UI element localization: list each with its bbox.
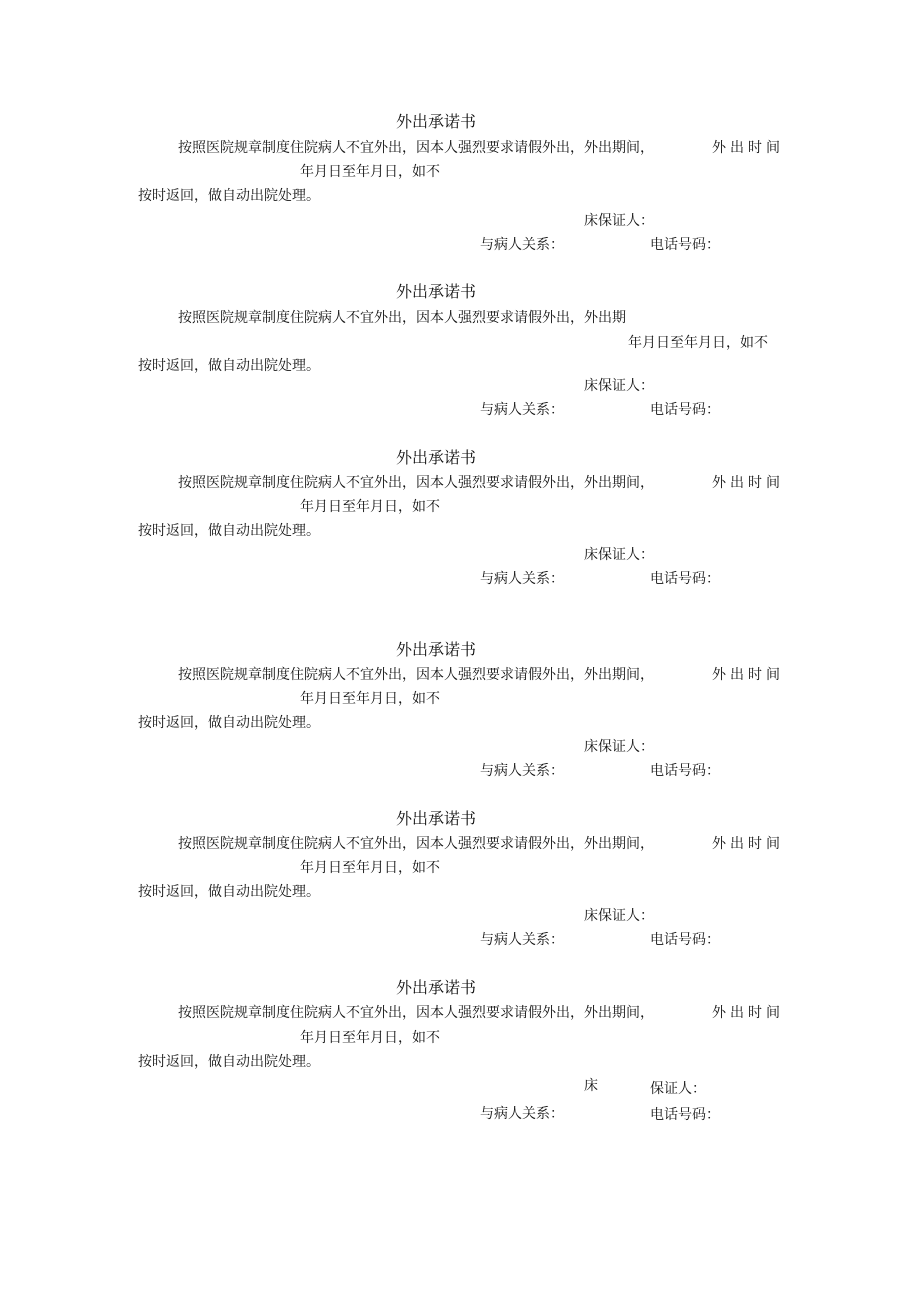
guarantor-label: 保证人：	[598, 739, 654, 755]
relation-label: 与病人关系：	[480, 402, 564, 418]
body-line-1: 按照医院规章制度住院病人不宜外出，因本人强烈要求请假外出，外出期	[178, 310, 626, 326]
body-line-3: 按时返回，做自动出院处理。	[138, 715, 320, 731]
bed-label: 床	[584, 908, 598, 924]
body-line-2: 年月日至年月日，如不	[300, 1030, 440, 1046]
body-line-2: 年月日至年月日，如不	[300, 164, 440, 180]
guarantor-label: 保证人：	[650, 1081, 706, 1097]
body-line-3: 按时返回，做自动出院处理。	[138, 358, 320, 374]
body-line-1: 按照医院规章制度住院病人不宜外出，因本人强烈要求请假外出，外出期间，	[178, 836, 654, 852]
form-title: 外出承诺书	[396, 448, 477, 467]
form-title: 外出承诺书	[396, 282, 477, 301]
relation-label: 与病人关系：	[480, 237, 564, 253]
form-title: 外出承诺书	[396, 112, 477, 131]
body-line-1-tail: 外出时间	[712, 1005, 784, 1021]
phone-label: 电话号码：	[650, 1107, 720, 1123]
bed-label: 床	[584, 378, 598, 394]
body-line-1: 按照医院规章制度住院病人不宜外出，因本人强烈要求请假外出，外出期间，	[178, 1005, 654, 1021]
body-line-1-tail: 外出时间	[712, 667, 784, 683]
body-line-3: 按时返回，做自动出院处理。	[138, 884, 320, 900]
bed-label: 床	[584, 739, 598, 755]
body-line-1: 按照医院规章制度住院病人不宜外出，因本人强烈要求请假外出，外出期间，	[178, 140, 654, 156]
body-line-1-tail: 外出时间	[712, 140, 784, 156]
phone-label: 电话号码：	[650, 402, 720, 418]
body-line-1-tail: 外出时间	[712, 836, 784, 852]
body-line-3: 按时返回，做自动出院处理。	[138, 523, 320, 539]
relation-label: 与病人关系：	[480, 763, 564, 779]
body-line-2: 年月日至年月日，如不	[628, 335, 768, 351]
relation-label: 与病人关系：	[480, 571, 564, 587]
bed-label: 床	[584, 547, 598, 563]
form-title: 外出承诺书	[396, 640, 477, 659]
body-line-3: 按时返回，做自动出院处理。	[138, 1054, 320, 1070]
phone-label: 电话号码：	[650, 571, 720, 587]
relation-label: 与病人关系：	[480, 1106, 564, 1122]
relation-label: 与病人关系：	[480, 932, 564, 948]
phone-label: 电话号码：	[650, 763, 720, 779]
body-line-2: 年月日至年月日，如不	[300, 860, 440, 876]
body-line-1: 按照医院规章制度住院病人不宜外出，因本人强烈要求请假外出，外出期间，	[178, 667, 654, 683]
body-line-2: 年月日至年月日，如不	[300, 691, 440, 707]
body-line-3: 按时返回，做自动出院处理。	[138, 188, 320, 204]
body-line-1: 按照医院规章制度住院病人不宜外出，因本人强烈要求请假外出，外出期间，	[178, 475, 654, 491]
guarantor-label: 保证人：	[598, 547, 654, 563]
form-title: 外出承诺书	[396, 978, 477, 997]
body-line-1-tail: 外出时间	[712, 475, 784, 491]
bed-label: 床	[584, 213, 598, 229]
phone-label: 电话号码：	[650, 932, 720, 948]
body-line-2: 年月日至年月日，如不	[300, 499, 440, 515]
bed-label: 床	[584, 1078, 598, 1094]
guarantor-label: 保证人：	[598, 378, 654, 394]
guarantor-label: 保证人：	[598, 908, 654, 924]
guarantor-label: 保证人：	[598, 213, 654, 229]
phone-label: 电话号码：	[650, 237, 720, 253]
form-title: 外出承诺书	[396, 809, 477, 828]
